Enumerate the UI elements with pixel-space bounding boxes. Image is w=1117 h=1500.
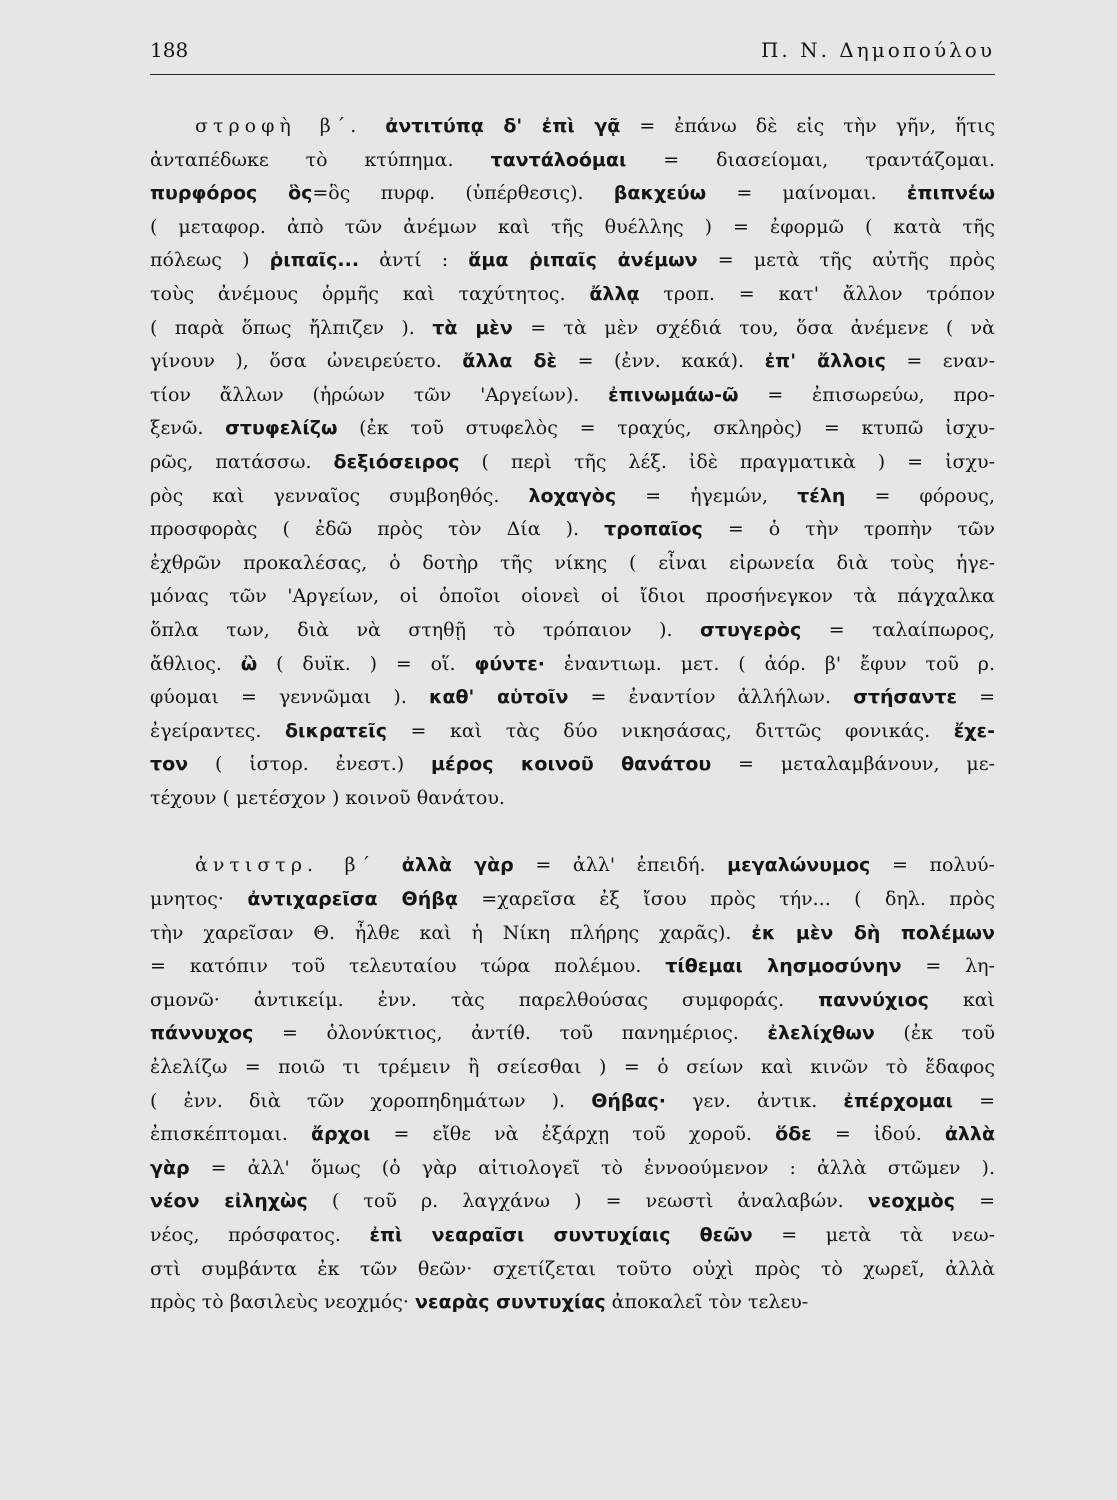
headword: μεγαλώνυμος <box>727 854 871 877</box>
headword: ἔχε- <box>953 719 995 742</box>
page-header <box>150 36 995 75</box>
gloss-text: = κατόπιν τοῦ τελευταίου τώρα πολέμου. <box>150 955 666 978</box>
headword: ἀλλὰ <box>944 1123 995 1146</box>
gloss-text: (ἐκ τοῦ στυφελὸς = τραχύς, σκληρὸς) = κτυπῶ ἰσχυ- <box>337 417 995 440</box>
gloss-text: ρὸς καὶ γενναῖος συμβοηθός. <box>150 484 529 507</box>
headword: στήσαντε <box>853 686 958 709</box>
text-line <box>150 345 995 379</box>
gloss-text: = (ἐνν. κακά). <box>557 350 765 373</box>
headword: ἐπέρχομαι <box>843 1089 953 1112</box>
gloss-text: =χαρεῖσα ἐξ ἴσου πρὸς τήν... ( δηλ. πρὸς <box>457 888 995 911</box>
gloss-text: ἀντί : <box>359 249 469 272</box>
gloss-text: = μετὰ τῆς αὐτῆς πρὸς <box>697 249 996 272</box>
headword: ἄλλᾳ <box>589 282 640 305</box>
headword: παννύχιος <box>818 988 929 1011</box>
gloss-text: = εἴθε νὰ ἐξάρχῃ τοῦ χοροῦ. <box>370 1123 776 1146</box>
gloss-text: ( ἱστορ. ἐνεστ.) <box>188 753 432 776</box>
text-line <box>150 950 995 984</box>
gloss-text: νέος, πρόσφατος. <box>150 1224 370 1246</box>
text-line <box>150 312 995 346</box>
paragraph-gap <box>150 815 995 849</box>
text-line <box>150 110 995 144</box>
gloss-text: ( ἐνν. διὰ τῶν χοροπηδημάτων ). <box>150 1089 592 1112</box>
gloss-text: τροπ. = κατ' ἄλλον τρόπον <box>639 282 995 305</box>
text-line <box>150 715 995 749</box>
headword: τροπαῖος <box>604 518 703 541</box>
text-line <box>150 1219 995 1253</box>
headword: ἄρχοι <box>311 1123 371 1146</box>
text-line <box>150 748 995 782</box>
gloss-text: = ἀλλ' ὅμως (ὁ γὰρ αἰτιολογεῖ τὸ ἐννοούμενον : ἀλλὰ στῶμεν ). <box>189 1156 995 1179</box>
gloss-text: σμονῶ· ἀντικείμ. ἐνν. τὰς παρελθούσας συμφοράς. <box>150 988 819 1011</box>
gloss-text: καὶ <box>928 988 996 1011</box>
gloss-text: ( μεταφορ. ἀπὸ τῶν ἀνέμων καὶ τῆς θυέλλης ) = ἐφορμῶ ( κατὰ τῆς <box>150 215 995 238</box>
text-line <box>150 513 995 547</box>
text-line <box>150 580 995 614</box>
headword: ἀντιχαρεῖσα Θήβᾳ <box>247 888 458 911</box>
gloss-text: =ὃς πυρφ. (ὑπέρθεσις). <box>312 182 614 205</box>
text-line <box>150 849 995 883</box>
gloss-text: = ἐπάνω δὲ εἰς τὴν γῆν, ἥτις <box>620 115 995 137</box>
gloss-text: ξενῶ. <box>150 417 226 440</box>
gloss-text: = <box>954 1190 995 1213</box>
headword: ἄλλα δὲ <box>462 350 558 373</box>
gloss-text: προσφορὰς ( ἐδῶ πρὸς τὸν Δία ). <box>150 518 605 541</box>
page-number: 188 <box>150 38 189 62</box>
headword: στυφελίζω <box>225 417 338 440</box>
gloss-text: ἐλελίζω = ποιῶ τι τρέμειν ἢ σείεσθαι ) = ὁ σείων καὶ κινῶν τὸ ἔδαφος <box>150 1056 995 1079</box>
text-line <box>150 144 995 178</box>
text-line <box>150 1286 995 1320</box>
gloss-text: = ὁ τὴν τροπὴν τῶν <box>702 518 995 541</box>
gloss-text: μνητος· <box>150 888 248 911</box>
gloss-text: = καὶ τὰς δύο νικησάσας, διττῶς φονικάς. <box>386 719 954 742</box>
paragraph <box>150 849 995 1319</box>
headword: ἀντιτύπᾳ δ' ἐπὶ γᾷ <box>385 115 621 137</box>
headword: ἀλλὰ γὰρ <box>401 854 514 877</box>
text-line <box>150 412 995 446</box>
headword: ὅδε <box>775 1123 812 1146</box>
text-line <box>150 244 995 278</box>
text-line <box>150 614 995 648</box>
headword: νέον εἰληχὼς <box>150 1190 308 1213</box>
gloss-text: = ἐπισωρεύω, προ- <box>738 383 996 406</box>
gloss-text: = ἐναντίον ἀλλήλων. <box>568 686 854 709</box>
gloss-text: ( τοῦ ρ. λαγχάνω ) = νεωστὶ ἀναλαβών. <box>307 1190 868 1213</box>
headword: νεαρὰς συντυχίας <box>414 1291 606 1314</box>
headword: ὢ <box>240 652 258 675</box>
headword: βακχεύω <box>613 182 707 205</box>
headword: δεξιόσειρος <box>333 450 460 473</box>
gloss-text: ρῶς, πατάσσω. <box>150 450 334 473</box>
gloss-text: πόλεως ) <box>150 249 270 272</box>
text-line <box>150 782 995 816</box>
headword: πυρφόρος ὃς <box>150 182 313 205</box>
gloss-text: = μαίνομαι. <box>706 182 907 205</box>
text-line <box>150 278 995 312</box>
text-line <box>150 547 995 581</box>
gloss-text: τίον ἄλλων (ἡρώων τῶν 'Αργείων). <box>150 383 609 406</box>
headword: πάννυχος <box>150 1022 254 1045</box>
gloss-text: ἄθλιος. <box>150 652 241 675</box>
text-line <box>150 648 995 682</box>
headword: ἐλελίχθων <box>767 1022 875 1045</box>
headword: ἐπινωμάω-ῶ <box>608 383 739 406</box>
headword: καθ' αὑτοῖν <box>428 686 569 709</box>
gloss-text: ἀποκαλεῖ τὸν τελευ- <box>605 1291 809 1314</box>
headword: ἅμα ῥιπαῖς ἀνέμων <box>468 249 698 272</box>
text-line <box>150 883 995 917</box>
headword: λοχαγὸς <box>528 484 617 507</box>
gloss-text: τὴν χαρεῖσαν Θ. ἦλθε καὶ ἡ Νίκη πλήρης χαρᾶς). <box>150 921 752 944</box>
running-head: Π. Ν. Δημοπούλου <box>760 38 995 62</box>
gloss-text: = ἡγεμών, <box>616 484 798 507</box>
gloss-text: = ἰδού. <box>811 1123 945 1146</box>
gloss-text: = διασείομαι, τραντάζομαι. <box>626 148 995 171</box>
gloss-text: ( παρὰ ὅπως ἤλπιζεν ). <box>150 316 433 339</box>
headword: μέρος κοινοῦ θανάτου <box>431 753 712 776</box>
gloss-text: ( περὶ τῆς λέξ. ἰδὲ πραγματικὰ ) = ἰσχυ- <box>459 450 995 473</box>
headword: ἐπὶ νεαραῖσι συντυχίαις θεῶν <box>369 1224 753 1246</box>
paragraph <box>150 110 995 815</box>
headword: γὰρ <box>150 1156 190 1179</box>
headword: τίθεμαι λησμοσύνην <box>665 955 902 978</box>
gloss-text: = πολυύ- <box>870 854 995 877</box>
text-line <box>150 984 995 1018</box>
gloss-text: γίνουν ), ὅσα ὠνειρεύετο. <box>150 350 463 373</box>
gloss-text: = ταλαίπωρος, <box>801 618 995 641</box>
text-line <box>150 1051 995 1085</box>
gloss-text: = ὁλονύκτιος, ἀντίθ. τοῦ πανημέριος. <box>253 1022 768 1045</box>
headword: στυγερὸς <box>700 618 802 641</box>
commentary-text <box>150 110 995 1320</box>
gloss-text: = φόρους, <box>845 484 995 507</box>
gloss-text: = <box>952 1089 995 1112</box>
text-line <box>150 1152 995 1186</box>
text-line <box>150 379 995 413</box>
gloss-text: = μεταλαμβάνουν, με- <box>711 753 995 776</box>
text-line <box>150 917 995 951</box>
gloss-text: γεν. ἀντικ. <box>666 1089 844 1112</box>
headword: ἐπιπνέω <box>906 182 995 205</box>
gloss-text: ἐπισκέπτομαι. <box>150 1123 312 1146</box>
gloss-text: ἐγείραντες. <box>150 719 285 742</box>
gloss-text: τέχουν ( μετέσχον ) κοινοῦ θανάτου. <box>150 786 505 809</box>
headword: ἐκ μὲν δὴ πολέμων <box>751 921 995 944</box>
gloss-text: τοὺς ἀνέμους ὁρμῆς καὶ ταχύτητος. <box>150 282 590 305</box>
text-line <box>150 211 995 245</box>
text-line <box>150 177 995 211</box>
headword: τὰ μὲν <box>432 316 513 339</box>
text-line <box>150 1185 995 1219</box>
section-label: ἀντιστρ. β΄ <box>195 854 402 877</box>
gloss-text: = εναν- <box>885 350 995 373</box>
gloss-text: ( δυϊκ. ) = οἵ. <box>257 652 475 675</box>
text-line <box>150 446 995 480</box>
gloss-text: ὅπλα των, διὰ νὰ στηθῇ τὸ τρόπαιον ). <box>150 618 701 641</box>
gloss-text: ἐναντιωμ. μετ. ( ἀόρ. β' ἔφυν τοῦ ρ. <box>545 652 996 675</box>
headword: ῥιπαῖς... <box>269 249 360 272</box>
text-line <box>150 1118 995 1152</box>
gloss-text: = <box>957 686 996 709</box>
gloss-text: ἐχθρῶν προκαλέσας, ὁ δοτὴρ τῆς νίκης ( εἶναι εἰρωνεία διὰ τοὺς ἡγε- <box>150 551 995 574</box>
gloss-text: φύομαι = γεννῶμαι ). <box>150 686 429 709</box>
text-line <box>150 1017 995 1051</box>
headword: τον <box>150 753 189 776</box>
gloss-text: = ἀλλ' ἐπειδή. <box>513 854 728 877</box>
gloss-text: στὶ συμβάντα ἐκ τῶν θεῶν· σχετίζεται τοῦτο οὐχὶ πρὸς τὸ χωρεῖ, ἀλλὰ <box>150 1257 995 1280</box>
gloss-text: μόνας τῶν 'Αργείων, οἱ ὁποῖοι οἱονεὶ οἱ ἴδιοι προσήνεγκον τὰ πάγχαλκα <box>150 585 995 608</box>
headword: δικρατεῖς <box>285 719 387 742</box>
headword: τέλη <box>797 484 846 507</box>
headword: Θήβας· <box>591 1089 666 1112</box>
text-line <box>150 681 995 715</box>
section-label: στροφὴ β΄. <box>195 115 386 137</box>
text-line <box>150 1253 995 1287</box>
text-line <box>150 480 995 514</box>
headword: ἐπ' ἄλλοις <box>764 350 886 373</box>
text-line <box>150 1085 995 1119</box>
headword: ταντάλοόμαι <box>490 148 627 171</box>
gloss-text: = μετὰ τὰ νεω- <box>752 1224 995 1246</box>
headword: φύντε· <box>474 652 546 675</box>
gloss-text: ἀνταπέδωκε τὸ κτύπημα. <box>150 148 491 171</box>
headword: νεοχμὸς <box>867 1190 955 1213</box>
gloss-text: πρὸς τὸ βασιλεὺς νεοχμός· <box>150 1291 415 1314</box>
gloss-text: = λη- <box>901 955 995 978</box>
gloss-text: (ἐκ τοῦ <box>874 1022 995 1045</box>
gloss-text: = τὰ μὲν σχέδιά του, ὅσα ἀνέμενε ( νὰ <box>512 316 996 339</box>
